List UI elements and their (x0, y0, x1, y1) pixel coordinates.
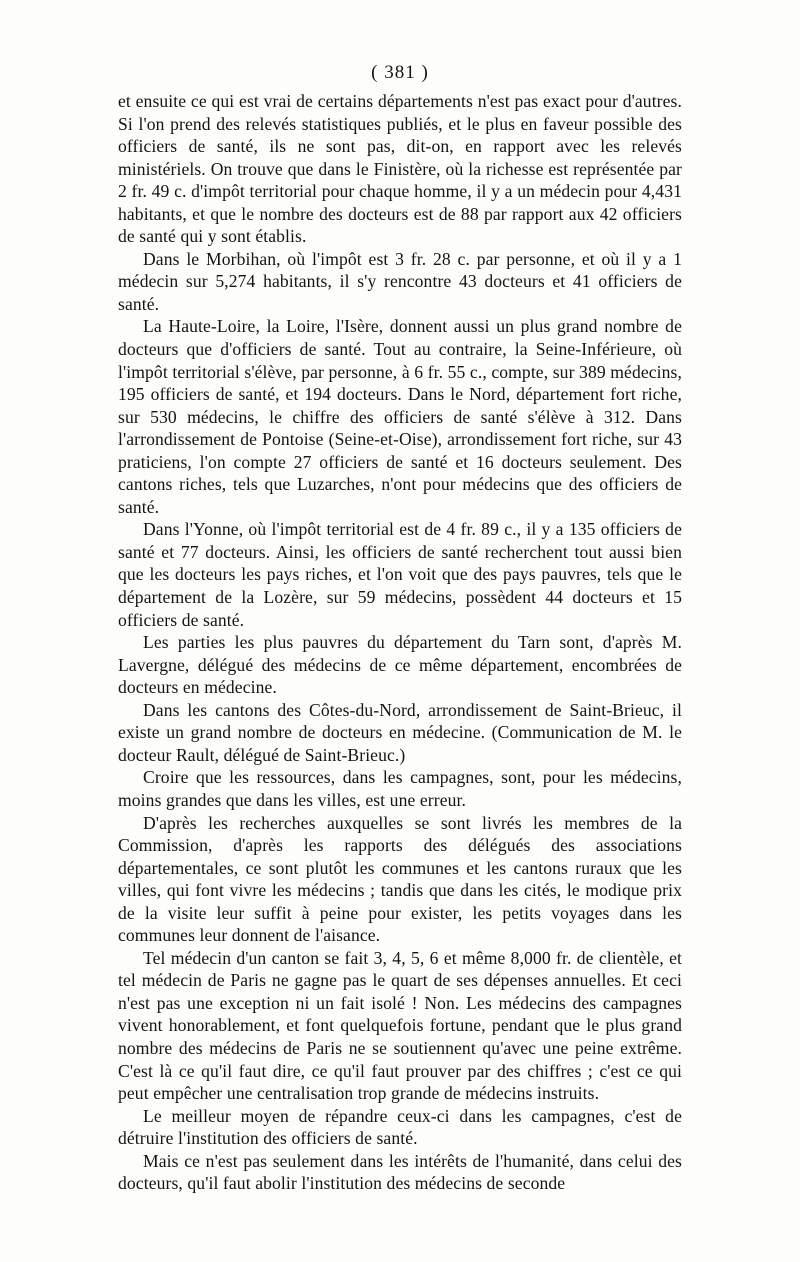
page-number: ( 381 ) (371, 62, 429, 83)
paragraph: Le meilleur moyen de répandre ceux-ci dans les campagnes, c'est de détruire l'institution des officiers de santé. (118, 1105, 682, 1149)
body-text (118, 90, 682, 1195)
paragraph: Les parties les plus pauvres du département du Tarn sont, d'après M. Lavergne, délégué des médecins de ce même département, encombrées de docteurs en médecine. (118, 632, 682, 698)
paragraph: Mais ce n'est pas seulement dans les intérêts de l'humanité, dans celui des docteurs, qu'il faut abolir l'institution des médecins de seconde (118, 1150, 682, 1194)
paragraph: Tel médecin d'un canton se fait 3, 4, 5, 6 et même 8,000 fr. de clientèle, et tel médecin de Paris ne gagne pas le quart de ses dépenses annuelles. Et ceci n'est pas une exception ni un fait isolé ! Non. Les médecins des campagnes vivent honorablement, et font quelquefois fortune, pendant que le plus grand nombre des médecins de Paris ne se soutiennent qu'avec une peine extrême. C'est là ce qu'il faut dire, ce qu'il faut prouver par des chiffres ; c'est ce qui peut empêcher une centralisation trop grande de médecins instruits. (118, 947, 682, 1104)
paragraph: Dans le Morbihan, où l'impôt est 3 fr. 28 c. par personne, et où il y a 1 médecin sur 5,274 habitants, il s'y rencontre 43 docteurs et 41 officiers de santé. (118, 248, 682, 314)
paragraph: Dans l'Yonne, où l'impôt territorial est de 4 fr. 89 c., il y a 135 officiers de santé et 77 docteurs. Ainsi, les officiers de santé recherchent tout aussi bien que les docteurs les pays riches, et l'on voit que des pays pauvres, tels que le département de la Lozère, sur 59 médecins, possèdent 44 docteurs et 15 officiers de santé. (118, 519, 682, 630)
paragraph: D'après les recherches auxquelles se sont livrés les membres de la Commission, d'après les rapports des délégués des associations départementales, ce sont plutôt les communes et les cantons ruraux que les villes, qui font vivre les médecins ; tandis que dans les cités, le modique prix de la visite leur suffit à peine pour exister, les petits voyages dans les communes leur donnent de l'aisance. (118, 812, 682, 946)
paragraph: Dans les cantons des Côtes-du-Nord, arrondissement de Saint-Brieuc, il existe un grand nombre de docteurs en médecine. (Communication de M. le docteur Rault, délégué de Saint-Brieuc.) (118, 699, 682, 765)
paragraph: Croire que les ressources, dans les campagnes, sont, pour les médecins, moins grandes que dans les villes, est une erreur. (118, 767, 682, 810)
paragraph: La Haute-Loire, la Loire, l'Isère, donnent aussi un plus grand nombre de docteurs que d'officiers de santé. Tout au contraire, la Seine-Inférieure, où l'impôt territorial s'élève, par personne, à 6 fr. 55 c., compte, sur 389 médecins, 195 officiers de santé, et 194 docteurs. Dans le Nord, département fort riche, sur 530 médecins, le chiffre des officiers de santé s'élève à 312. Dans l'arrondissement de Pontoise (Seine-et-Oise), arrondissement fort riche, sur 43 praticiens, l'on compte 27 officiers de santé et 16 docteurs seulement. Des cantons riches, tels que Luzarches, n'ont pour médecins que des officiers de santé. (118, 316, 682, 517)
paragraph: et ensuite ce qui est vrai de certains départements n'est pas exact pour d'autres. Si l'on prend des relevés statistiques publiés, et le plus en faveur possible des officiers de santé, ils ne sont pas, dit-on, en rapport avec les relevés ministériels. On trouve que dans le Finistère, où la richesse est représentée par 2 fr. 49 c. d'impôt territorial pour chaque homme, il y a un médecin pour 4,431 habitants, et que le nombre des docteurs est de 88 par rapport aux 42 officiers de santé qui y sont établis. (118, 91, 682, 247)
